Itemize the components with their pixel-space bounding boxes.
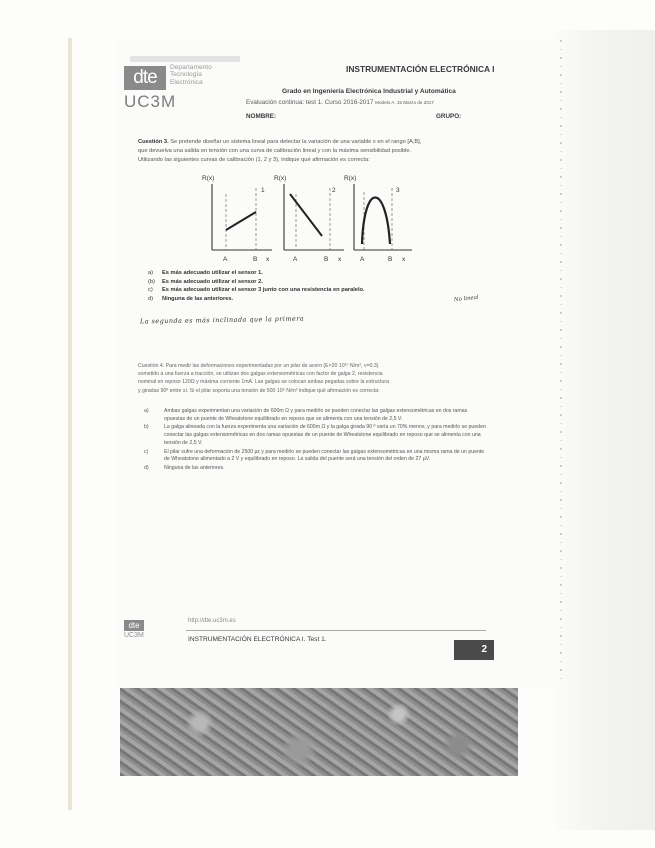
graph-2-ylabel: R(x) [274, 175, 287, 182]
graph-3-a: A [360, 256, 365, 263]
footer-uc3m-logo: UC3M [124, 632, 144, 639]
handwritten-graph-note: No lineal [453, 294, 479, 304]
graph-2-number: 2 [332, 187, 336, 194]
uc3m-logo: UC3M [124, 92, 177, 111]
degree-title: Grado en Ingeniería Electrónica Industrial y Automática [282, 88, 456, 95]
name-label: NOMBRE: [246, 113, 277, 120]
option-4c: c) El pilar sufre una deformación de 2500 με y para medirlo se pueden conectar las galgas extensométricas en una misma rama de un puente de Wheatstone alimentado a 2 V y equilibrado en reposo. La salida del puente será una tensión del orden de 27 µV. [144, 448, 485, 463]
option-3d: d) Ninguna de las anteriores. [148, 295, 234, 302]
option-3a: a) Es más adecuado utilizar el sensor 1. [148, 270, 263, 276]
question-3-text: Cuestión 3. Se pretende diseñar un sistema lineal para detectar la variación de una variable x en el rango [A,B], que devuelva una salida en tensión con una curva de calibración lineal y con la máxima sensibilidad posible. Utilizando las siguientes curvas de calibración (1, 2 y 3), indique qué afirmación es correcta: [138, 139, 422, 163]
footer-title: INSTRUMENTACIÓN ELECTRÓNICA I. Test 1. [188, 636, 327, 643]
group-label: GRUPO: [436, 113, 462, 120]
graph-3-ylabel: R(x) [344, 175, 357, 182]
question-4-options [144, 408, 488, 474]
graph-2-b: B [324, 256, 329, 263]
scan-edge [68, 38, 72, 810]
graph-1-ylabel: R(x) [202, 175, 215, 182]
graph-1-b: B [253, 256, 258, 263]
graph-1-a: A [223, 256, 228, 263]
graph-2-x: x [338, 256, 342, 263]
question-4-text: Cuestión 4. Para medir las deformaciones experimentadas por un pilar de acero (E×20 10¹⁰ N/m², ν=0.3) sometido a una fuerza a tracción, se utilizan dos galgas extensométricas con factor de galga 2, resistencia nominal en reposo 120Ω y máxima corriente 1mA. Las galgas se colocan ambas pegadas sobre la estructura y giradas 90º entre sí. Si el pilar soporta una tensión de 500 10⁶ N/m² indique qué afirmación es correcta: [138, 363, 389, 394]
graph-1-x: x [266, 256, 270, 263]
option-4d: d) Ninguna de las anteriores. [144, 464, 225, 471]
footer-dte-logo: dte [124, 620, 144, 631]
option-3b: (b) Es más adecuado utilizar el sensor 2. [148, 278, 263, 285]
faint-bleed-text [130, 56, 240, 62]
question-3-options [148, 269, 365, 303]
evaluation-info: Evaluación continua: test 1. Curso 2016-2017 Modelo A. 15 Marzo de 2017 [246, 99, 434, 106]
graph-3 [344, 175, 412, 263]
option-4b: b) La galga alineada con la fuerza experimenta una variación de 600m Ω y la galga girada 90 º varía un 70% menos, y para medirlo se pueden conectar las galgas extensométricas en dos ramas opuestas de un puente de Wheatstone equilibrado en reposo que se alimenta con una tensión de 2,5 V. [144, 424, 486, 446]
calibration-curves [200, 172, 420, 272]
graph-1 [202, 175, 272, 263]
graph-2 [274, 175, 344, 263]
exam-page [118, 40, 560, 688]
option-3c: c) Es más adecuado utilizar el sensor 3 junto con una resistencia en paralelo. [148, 287, 365, 294]
question-3-label: Cuestión 3. [138, 139, 169, 145]
model-info: Modelo A. 15 Marzo de 2017 [375, 100, 434, 105]
footer-divider [186, 630, 486, 631]
scan-background-texture [120, 688, 518, 776]
dte-logo: dte [124, 66, 166, 90]
course-title: INSTRUMENTACIÓN ELECTRÓNICA I [346, 64, 495, 74]
footer-url: http://dte.uc3m.es [188, 618, 236, 624]
graph-3-number: 3 [396, 187, 400, 194]
graph-3-x: x [402, 256, 406, 263]
graph-2-a: A [293, 256, 298, 263]
page-number: 2 [454, 640, 494, 660]
scan-shadow [556, 30, 655, 830]
graph-1-number: 1 [261, 187, 265, 194]
option-4a: a) Ambas galgas experimentan una variación de 600m Ω y para medirlo se pueden conectar las galgas extensométricas en dos ramas opuestas de un puente de Wheatstone equilibrado en reposo que se alimenta con una tensión de 2,5 V. [144, 408, 468, 422]
graph-3-b: B [388, 256, 393, 263]
handwritten-note: La segunda es más inclinada que la primera [139, 314, 305, 326]
department-name: Departamento Tecnología Electrónica [170, 64, 212, 86]
